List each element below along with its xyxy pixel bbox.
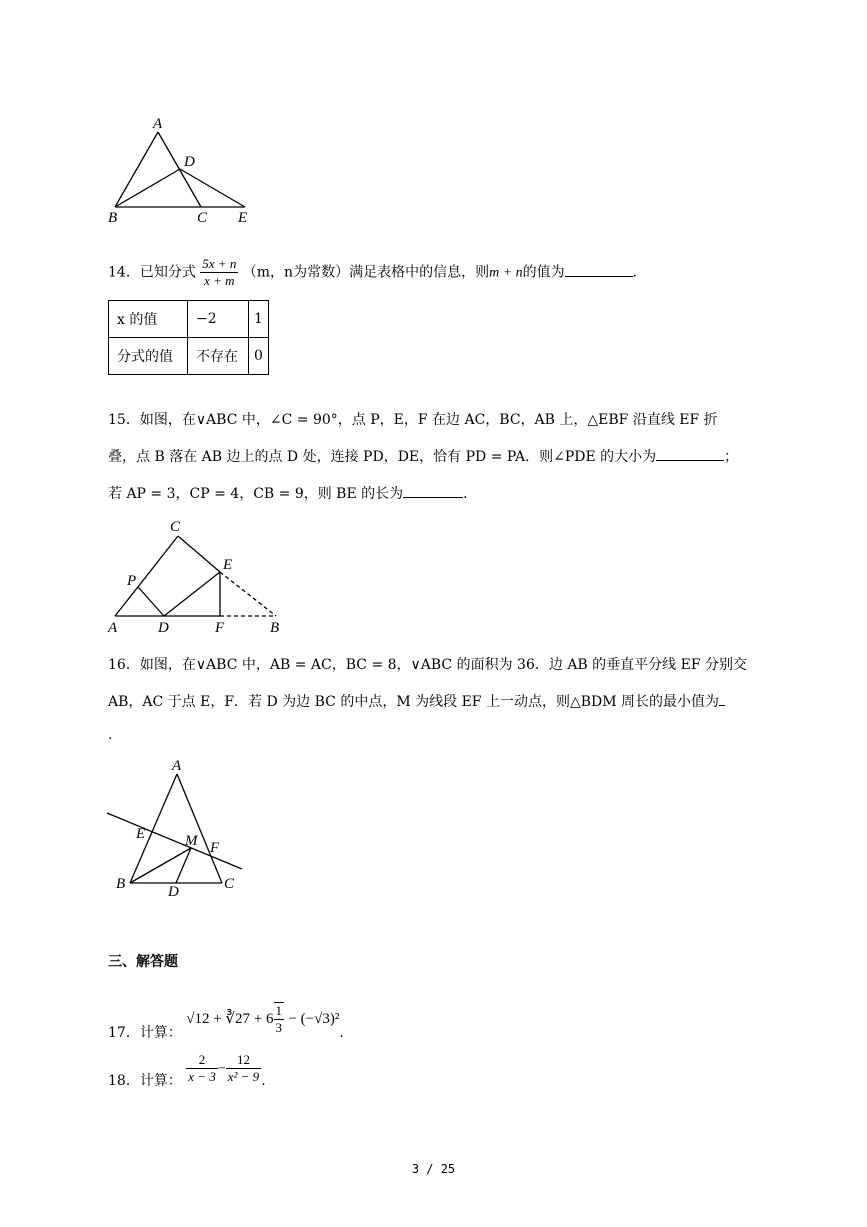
fig1-label-c: C: [197, 210, 208, 226]
q14-fraction: [200, 256, 238, 289]
q18-f2-num: 12: [226, 1052, 261, 1069]
section-title: 三、解答题: [108, 954, 178, 970]
q18-fraction-1: [186, 1052, 218, 1085]
q15-answer-blank-2[interactable]: [403, 483, 463, 498]
q18-f1-num: 2: [186, 1052, 218, 1069]
q15-line3-end: ．: [463, 486, 478, 502]
q15-line1: 15．如图，在∨ABC 中，∠C = 90°，点 P，E，F 在边 AC，BC，AB 上，△EBF 沿直线 EF 折: [108, 412, 718, 428]
q18-fraction-2: [226, 1052, 261, 1085]
figure-15-triangle: [100, 515, 300, 640]
table-row: [109, 301, 269, 338]
table-row: [109, 338, 269, 375]
fig1-label-e: E: [238, 210, 248, 226]
fig1-label-b: B: [108, 210, 118, 226]
q15-line3-text: 若 AP = 3，CP = 4，CB = 9，则 BE 的长为: [108, 486, 404, 502]
table-cell: 0: [249, 338, 269, 375]
q18-f1-den: x − 3: [188, 1069, 216, 1084]
table-cell: 1: [249, 301, 269, 338]
q14-frac-num: 5x + n: [202, 256, 237, 271]
q15-line3: [108, 483, 477, 503]
q14-frac-den: x + m: [204, 273, 235, 288]
q17-number: 17．计算：: [108, 1025, 182, 1041]
figure-1-triangle: [100, 112, 270, 227]
q14-text: [108, 256, 647, 289]
q14-end: ．: [632, 264, 647, 281]
fig16-label-f: F: [210, 840, 220, 856]
fig15-label-e: E: [223, 557, 233, 573]
q15-line2: [108, 446, 738, 466]
q14-prefix: 已知分式: [139, 264, 196, 281]
q17-text: [108, 1002, 344, 1041]
q17-frac-den: 3: [275, 1020, 282, 1035]
fig16-label-a: A: [172, 758, 182, 774]
q16-line1: 16．如图，在∨ABC 中，AB = AC，BC = 8，∨ABC 的面积为 36．边 AB 的垂直平分线 EF 分别交: [108, 657, 747, 673]
table-cell: x 的值: [109, 301, 188, 338]
q14-suffix: 的值为: [522, 264, 565, 281]
q17-expr-a: √12 + ∛27 + 6: [186, 1011, 274, 1027]
q14-mid: （m，n为常数）满足表格中的信息，则: [242, 264, 490, 281]
fig16-label-c: C: [224, 876, 235, 892]
q15-line2-end: ；: [724, 449, 739, 465]
table-cell: −2: [188, 301, 249, 338]
q17-fraction: [274, 1002, 285, 1036]
q14-number: 14．: [108, 264, 140, 281]
fig16-label-d: D: [168, 884, 179, 900]
q17-expr-b: − (−√3)²: [288, 1011, 340, 1027]
q17-end: .: [339, 1025, 344, 1041]
fig1-label-d: D: [184, 154, 195, 170]
q16-answer-blank[interactable]: [719, 691, 725, 706]
q18-text: [108, 1052, 266, 1089]
q16-line2: [108, 691, 725, 711]
fig15-label-f: F: [215, 620, 225, 636]
table-cell: 分式的值: [109, 338, 188, 375]
q18-f2-den: x² − 9: [227, 1069, 260, 1084]
fig15-label-c: C: [170, 519, 181, 535]
q16-line2-text: AB，AC 于点 E，F．若 D 为边 BC 的中点，M 为线段 EF 上一动点，则△BDM 周长的最小值为: [108, 694, 720, 710]
fig16-label-b: B: [116, 876, 126, 892]
q14-answer-blank[interactable]: [565, 262, 633, 277]
figure-16-triangle: [100, 756, 260, 901]
q16-line3: .: [108, 727, 113, 743]
fig1-label-a: A: [153, 116, 163, 132]
q14-table: [108, 300, 269, 375]
fig16-label-e: E: [136, 826, 146, 842]
q15-answer-blank-1[interactable]: [656, 446, 724, 461]
q18-number: 18．计算：: [108, 1072, 182, 1089]
q18-end: .: [261, 1072, 266, 1089]
q15-line2-text: 叠，点 B 落在 AB 边上的点 D 处，连接 PD，DE，恰有 PD = PA．则∠PDE 的大小为: [108, 449, 657, 465]
page-number: 3 / 25: [411, 1162, 456, 1176]
q18-minus: −: [217, 1061, 226, 1077]
fig15-label-d: D: [158, 620, 169, 636]
fig15-label-a: A: [108, 620, 118, 636]
q17-frac-num: 1: [275, 1003, 282, 1018]
q14-expr: m + n: [489, 265, 523, 281]
fig15-label-b: B: [270, 620, 280, 636]
fig16-label-m: M: [185, 833, 198, 849]
fig15-label-p: P: [127, 573, 137, 589]
table-cell: 不存在: [188, 338, 249, 375]
